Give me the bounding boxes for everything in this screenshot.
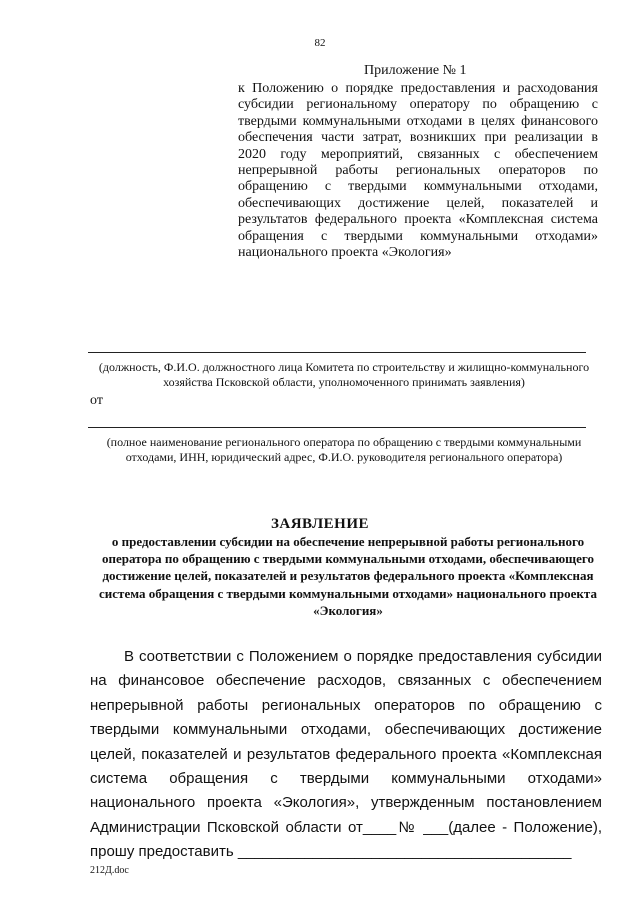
statement-title: ЗАЯВЛЕНИЕ xyxy=(270,516,370,532)
from-label: от xyxy=(90,393,103,408)
appendix-text: к Положению о порядке предоставления и расходования субсидии региональному оператору по обращению с твердыми коммунальными отходами в целях финансового обеспечения части затрат, возникших при реализации в 2020 году мероприятий, связанных с обеспечением непрерывной работы региональных операторов по обращению с твердыми коммунальными отходами, обеспечивающих достижение целей, показателей и результатов федерального проекта «Комплексная система обращения с твердыми коммунальными отходами» национального проекта «Экология» xyxy=(238,81,598,261)
applicant-line xyxy=(88,427,586,428)
addressee-line xyxy=(88,352,586,353)
statement-subtitle: о предоставлении субсидии на обеспечение непрерывной работы регионального оператора по обращению с твердыми коммунальными отходами, обеспечивающего достижение целей, показателей и результатов федерального проекта «Комплексная система обращения с твердыми коммунальными отходами» национального проекта «Экология» xyxy=(99,534,597,618)
addressee-caption: (должность, Ф.И.О. должностного лица Комитета по строительству и жилищно-коммунального хозяйства Псковской области, уполномоченного принимать заявления) xyxy=(98,360,590,389)
appendix-title: Приложение № 1 xyxy=(364,63,467,78)
page-number: 82 xyxy=(314,37,326,49)
body-paragraph: В соответствии с Положением о порядке предоставления субсидии на финансовое обеспечение расходов, связанных с обеспечением непрерывной работы региональных операторов по обращению с твердыми коммунальными отходами, обеспечивающих достижение целей, показателей и результатов федерального проекта «Комплексная система обращения с твердыми коммунальными отходами» национального проекта «Экология», утвержденным постановлением Администрации Псковской области от____№ ___(далее - Положение), прошу предоставить ________________________________________ xyxy=(90,648,602,861)
file-name: 212Д.doc xyxy=(90,865,129,876)
applicant-caption: (полное наименование регионального оператора по обращению с твердыми коммунальными отходами, ИНН, юридический адрес, Ф.И.О. руководителя регионального оператора) xyxy=(106,435,582,464)
